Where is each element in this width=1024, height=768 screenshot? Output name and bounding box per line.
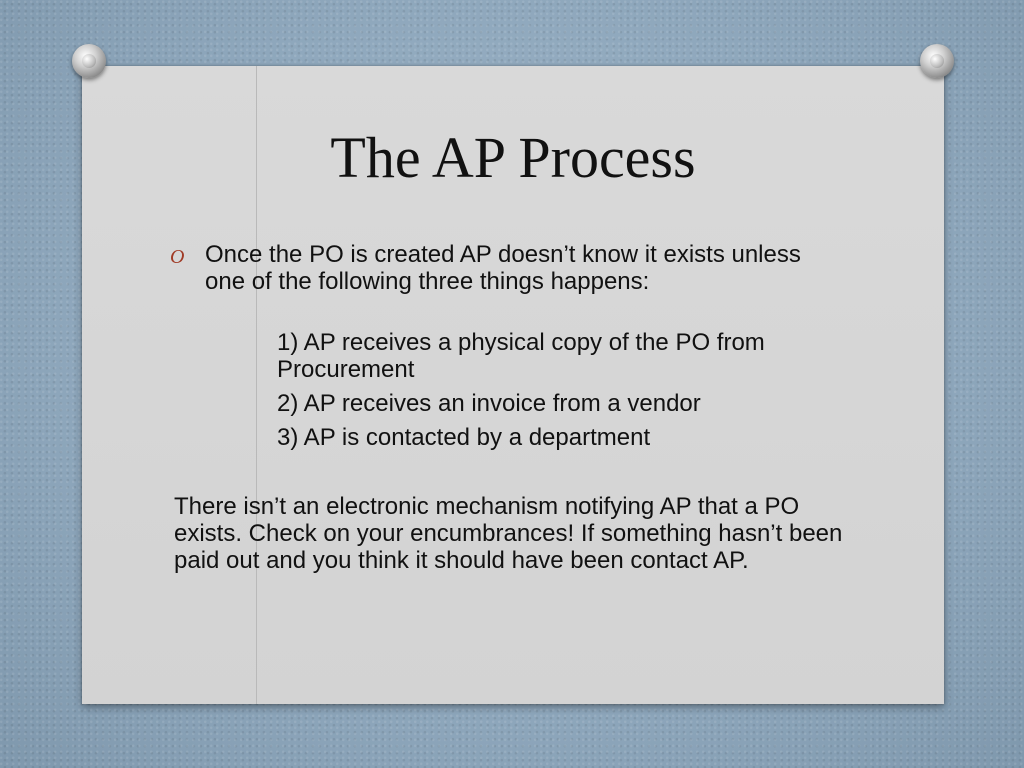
step-item: 1) AP receives a physical copy of the PO from Procurement (277, 329, 765, 383)
step-item: 3) AP is contacted by a department (277, 424, 651, 451)
note-paragraph: There isn’t an electronic mechanism notifying AP that a PO exists. Check on your encumbrances! If something hasn’t been paid out and you think it should have been contact AP. (174, 493, 843, 574)
bullet-item (170, 241, 820, 295)
pushpin-icon (72, 44, 106, 78)
bullet-marker-icon: O (170, 246, 185, 268)
steps-list (277, 329, 837, 458)
bullet-text: Once the PO is created AP doesn’t know it exists unless one of the following three things happens: (205, 241, 801, 295)
step-item: 2) AP receives an invoice from a vendor (277, 390, 701, 417)
slide-title: The AP Process (330, 125, 696, 190)
pushpin-icon (920, 44, 954, 78)
